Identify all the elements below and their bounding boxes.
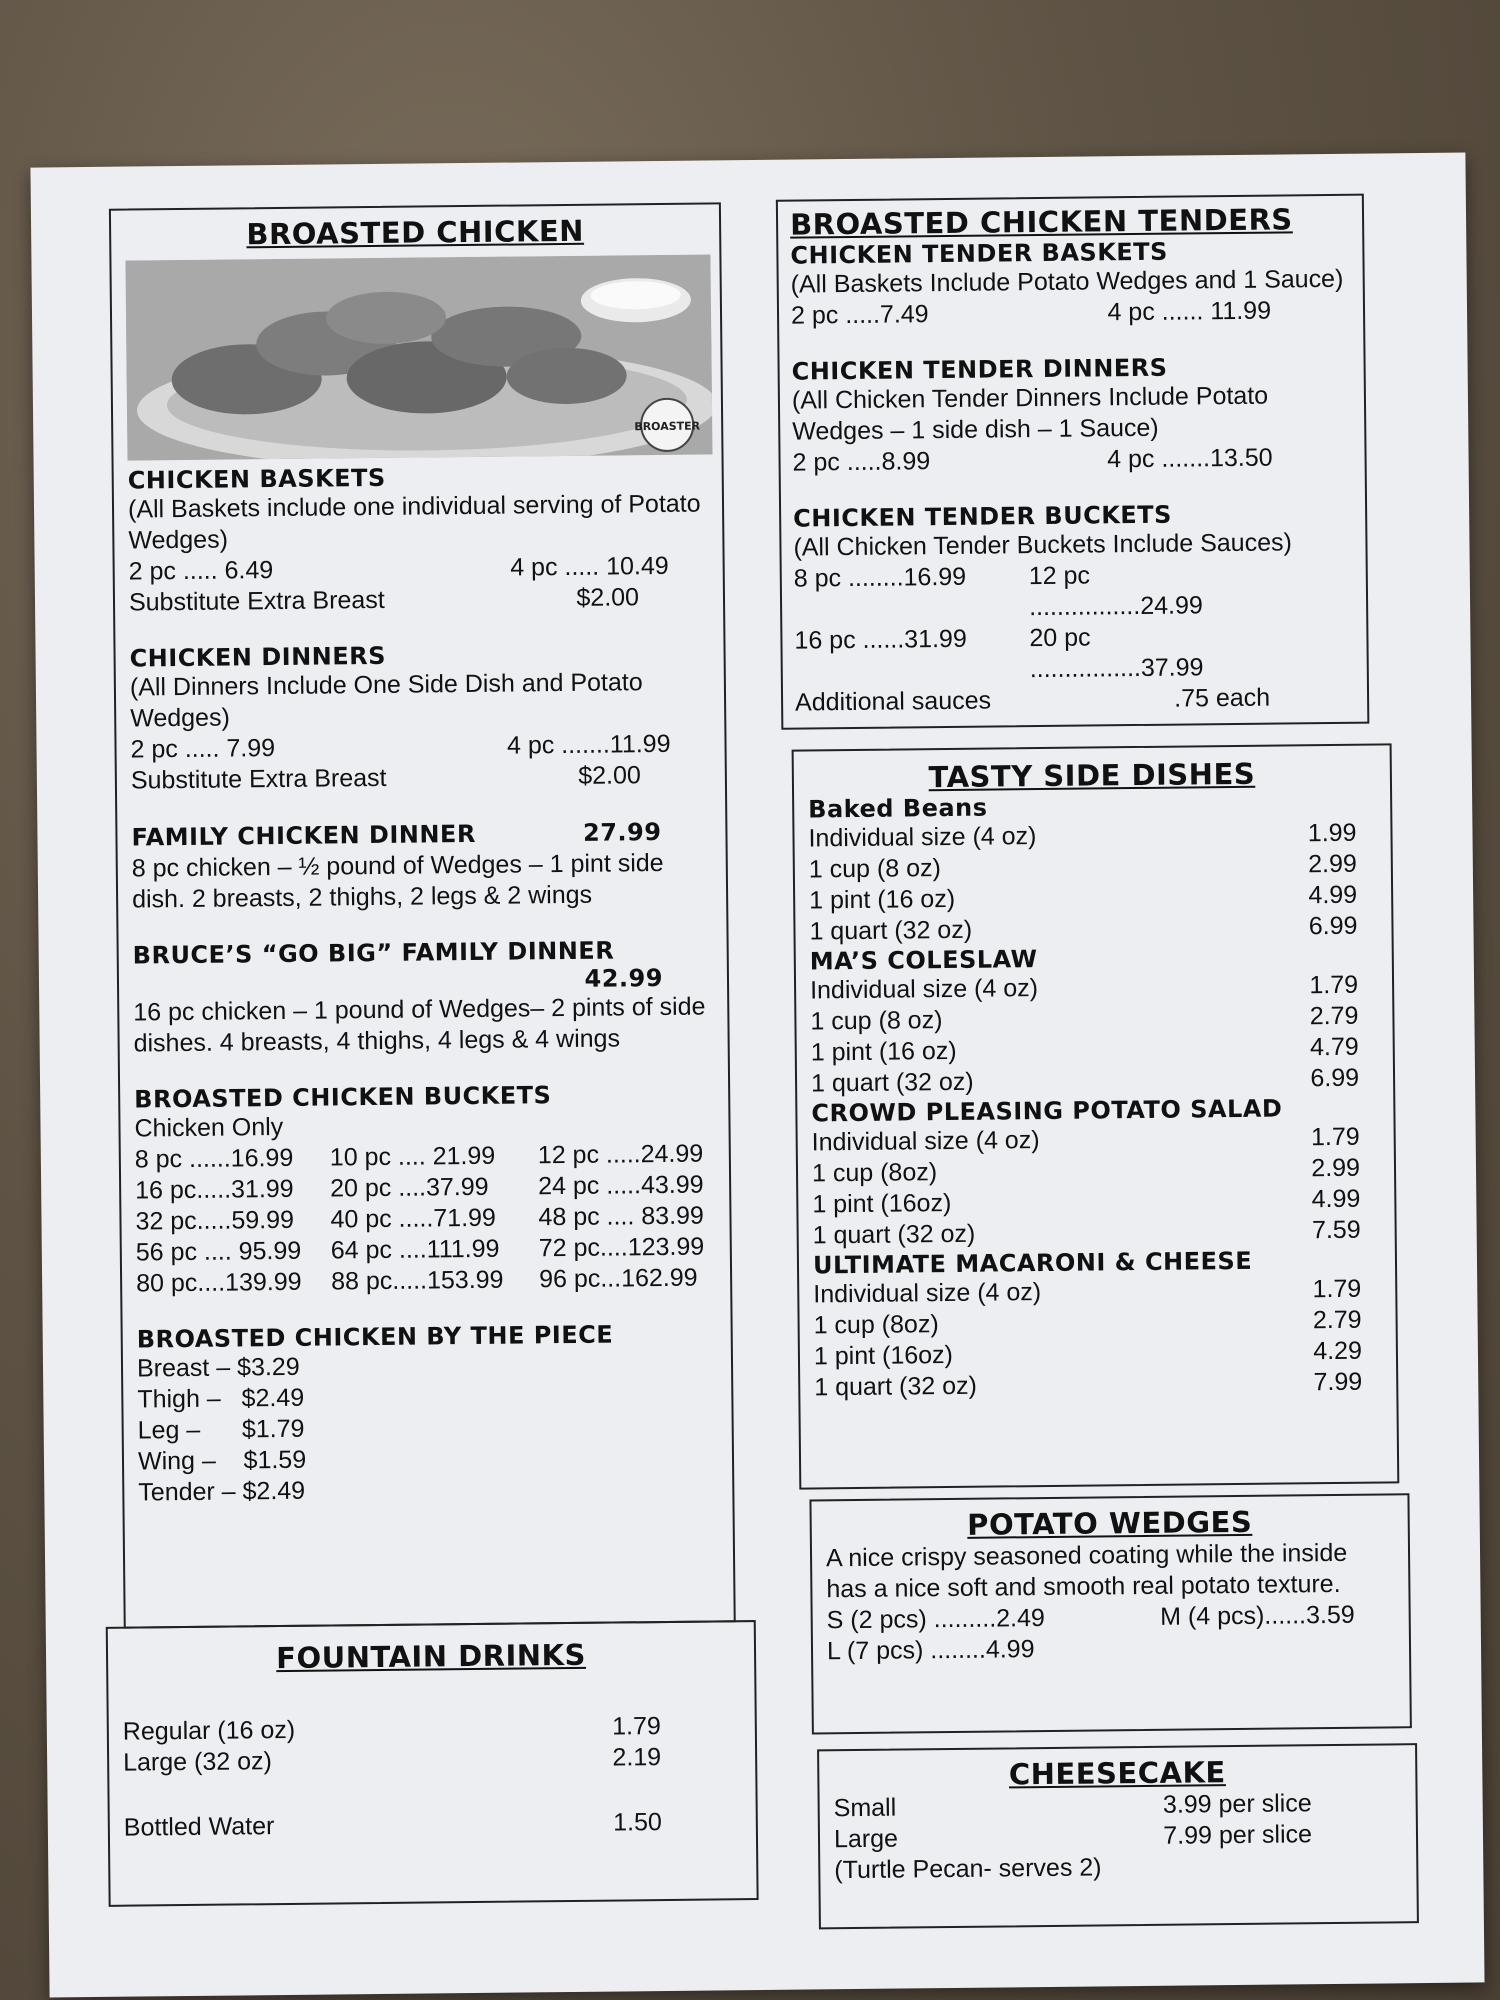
go-big-desc: 16 pc chicken – 1 pound of Wedges– 2 pints of side dishes. 4 breasts, 4 thighs, 4 legs & 4 wings: [133, 992, 706, 1058]
tender-dinners-title: CHICKEN TENDER DINNERS: [791, 353, 1168, 386]
price-4pc: 4 pc ...... 11.99: [1107, 296, 1272, 327]
go-big-price: 42.99: [584, 963, 664, 993]
tender-baskets-title: CHICKEN TENDER BASKETS: [790, 237, 1169, 270]
size-price: 1.79: [1312, 1274, 1362, 1304]
bucket-price-item: 20 pc ....37.99: [330, 1172, 489, 1203]
bucket-price-item: 64 pc ....111.99: [330, 1234, 500, 1265]
bucket-price-item: 56 pc .... 95.99: [135, 1236, 302, 1267]
tender-buckets-title: CHICKEN TENDER BUCKETS: [793, 500, 1173, 533]
bucket-price-item: 12 pc .....24.99: [537, 1139, 704, 1170]
size-price: 1.99: [1307, 818, 1357, 848]
side-dish-name: MA’S COLESLAW: [809, 945, 1038, 976]
side-dish-row: [814, 1366, 1382, 1403]
bucket-price-item: 40 pc .....71.99: [330, 1203, 497, 1234]
bucket-price-item: 48 pc .... 83.99: [538, 1201, 705, 1232]
side-dish-name: Baked Beans: [808, 793, 988, 824]
substitute-price: $2.00: [578, 761, 642, 790]
size-price: 4.79: [1309, 1032, 1359, 1062]
cheesecake-large-price: 7.99 per slice: [1163, 1820, 1313, 1850]
chicken-dinners-desc: (All Dinners Include One Side Dish and Potato Wedges): [129, 668, 643, 733]
bucket-price-item: 80 pc....139.99: [136, 1267, 302, 1298]
section-title-side-dishes: TASTY SIDE DISHES: [928, 756, 1256, 795]
size-price: 2.99: [1308, 849, 1357, 879]
section-title-cheesecake: CHEESECAKE: [1008, 1755, 1226, 1792]
wedges-medium: M (4 pcs)......3.59: [1160, 1600, 1355, 1631]
bottled-water-label: Bottled Water: [123, 1812, 275, 1842]
family-dinner-title: FAMILY CHICKEN DINNER: [131, 819, 476, 852]
piece-price-item: Wing – $1.59: [137, 1445, 307, 1476]
substitute-label: Substitute Extra Breast: [130, 763, 387, 795]
side-dish-name: ULTIMATE MACARONI & CHEESE: [812, 1246, 1253, 1280]
additional-sauces-price: .75 each: [1174, 683, 1271, 713]
size-label: 1 quart (32 oz): [814, 1371, 978, 1402]
bucket-price-item: 16 pc.....31.99: [135, 1174, 294, 1205]
price-2pc: 2 pc ..... 7.99: [130, 734, 276, 764]
price-2pc: 2 pc .....7.49: [790, 300, 929, 330]
bucket-price-item: 24 pc .....43.99: [538, 1170, 704, 1201]
size-label: 1 quart (32 oz): [810, 1067, 974, 1098]
broaster-logo: BROASTER: [634, 419, 701, 434]
size-label: 1 quart (32 oz): [809, 915, 973, 946]
size-label: 1 cup (8oz): [811, 1158, 938, 1188]
bucket-price-item: 72 pc....123.99: [538, 1232, 705, 1263]
size-price: 2.79: [1309, 1001, 1359, 1031]
size-price: 1.79: [1309, 970, 1359, 1000]
bucket-price-item: 32 pc.....59.99: [135, 1205, 295, 1236]
chicken-by-the-piece: [137, 1319, 719, 1508]
bucket-price-item: 88 pc.....153.99: [330, 1265, 504, 1296]
substitute-label: Substitute Extra Breast: [128, 585, 385, 617]
tender-dinners: [791, 352, 1352, 479]
by-piece-list: [137, 1347, 719, 1508]
size-price: 7.59: [1311, 1215, 1361, 1245]
price-2pc: 2 pc ..... 6.49: [128, 556, 274, 586]
potato-wedges-section: [809, 1493, 1411, 1734]
chicken-baskets: [128, 460, 710, 618]
price-4pc: 4 pc ..... 10.49: [510, 551, 669, 582]
section-title-tenders: BROASTED CHICKEN TENDERS: [789, 202, 1293, 242]
piece-price-item: Thigh – $2.49: [137, 1383, 305, 1414]
size-label: 1 pint (16 oz): [810, 1036, 957, 1067]
size-label: Individual size (4 oz): [808, 822, 1037, 853]
large-price: 2.19: [612, 1743, 662, 1772]
chicken-dinners-title: CHICKEN DINNERS: [129, 641, 387, 673]
size-price: 4.29: [1313, 1336, 1363, 1366]
size-label: 1 cup (8oz): [813, 1310, 939, 1340]
side-dish-name: CROWD PLEASING POTATO SALAD: [811, 1094, 1283, 1128]
regular-price: 1.79: [611, 1712, 661, 1741]
bucket-8pc: 8 pc ........16.99: [793, 562, 967, 593]
family-dinner-desc: 8 pc chicken – ½ pound of Wedges – 1 pint side dish. 2 breasts, 2 thighs, 2 legs & 2 wings: [131, 848, 664, 914]
section-title-potato-wedges: POTATO WEDGES: [967, 1504, 1253, 1542]
potato-wedges-desc: A nice crispy seasoned coating while the inside has a nice soft and smooth real potato texture.: [825, 1538, 1348, 1604]
family-chicken-dinner: [131, 816, 712, 915]
by-piece-title: BROASTED CHICKEN BY THE PIECE: [136, 1320, 614, 1354]
size-label: 1 cup (8 oz): [810, 1006, 943, 1036]
size-label: 1 cup (8 oz): [808, 854, 942, 884]
section-title-fountain-drinks: FOUNTAIN DRINKS: [276, 1637, 587, 1676]
tender-buckets-desc: (All Chicken Tender Buckets Include Sauces): [793, 528, 1293, 562]
go-big-family-dinner: [133, 935, 714, 1059]
substitute-price: $2.00: [576, 583, 640, 612]
piece-price-item: Breast – $3.29: [136, 1352, 300, 1383]
bucket-price-item: 96 pc...162.99: [538, 1263, 698, 1294]
go-big-title: BRUCE’S “GO BIG” FAMILY DINNER: [132, 936, 615, 970]
side-dishes-section: [792, 743, 1400, 1489]
regular-label: Regular (16 oz): [122, 1715, 296, 1746]
cheesecake-large-label: Large: [833, 1824, 899, 1854]
size-price: 1.79: [1310, 1122, 1360, 1152]
size-label: 1 quart (32 oz): [812, 1219, 976, 1250]
bucket-20pc: 20 pc ................37.99: [1029, 623, 1204, 684]
chicken-buckets: [134, 1079, 716, 1299]
wedges-large: L (7 pcs) ........4.99: [826, 1635, 1035, 1666]
buckets-subtitle: Chicken Only: [134, 1112, 284, 1143]
broasted-chicken-section: [109, 202, 736, 1628]
chicken-dinners: [129, 638, 711, 796]
size-label: 1 pint (16oz): [813, 1340, 954, 1371]
size-label: Individual size (4 oz): [811, 1126, 1040, 1157]
bucket-12pc: 12 pc ................24.99: [1028, 561, 1203, 622]
bottled-water-price: 1.50: [613, 1808, 662, 1837]
piece-price-item: Tender – $2.49: [138, 1476, 306, 1507]
wedges-small: S (2 pcs) .........2.49: [826, 1604, 1045, 1635]
section-title-broasted-chicken: BROASTED CHICKEN: [246, 213, 585, 252]
chicken-baskets-desc: (All Baskets include one individual serving of Potato Wedges): [127, 489, 701, 555]
price-4pc: 4 pc .......11.99: [506, 729, 671, 760]
size-label: Individual size (4 oz): [813, 1278, 1042, 1309]
buckets-price-grid: [135, 1138, 717, 1299]
tender-baskets: [790, 236, 1351, 332]
bucket-16pc: 16 pc ......31.99: [794, 624, 967, 655]
size-price: 2.79: [1312, 1305, 1362, 1335]
cheesecake-small-label: Small: [833, 1793, 897, 1823]
tender-dinners-desc: (All Chicken Tender Dinners Include Potato Wedges – 1 side dish – 1 Sauce): [791, 381, 1269, 446]
size-price: 4.99: [1311, 1184, 1361, 1214]
size-price: 6.99: [1308, 911, 1358, 941]
chicken-baskets-title: CHICKEN BASKETS: [127, 463, 386, 495]
size-price: 6.99: [1310, 1063, 1360, 1093]
cheesecake-note: (Turtle Pecan- serves 2): [834, 1853, 1102, 1885]
cheesecake-section: [817, 1743, 1419, 1929]
menu-paper: [30, 153, 1484, 1998]
size-price: 4.99: [1308, 880, 1358, 910]
size-label: 1 pint (16 oz): [809, 884, 956, 915]
tender-baskets-desc: (All Baskets Include Potato Wedges and 1 Sauce): [790, 264, 1344, 299]
additional-sauces-label: Additional sauces: [794, 686, 992, 717]
size-price: 2.99: [1311, 1153, 1361, 1183]
size-label: Individual size (4 oz): [809, 974, 1039, 1005]
chicken-tenders-section: [776, 194, 1370, 730]
side-dishes-list: [808, 790, 1382, 1404]
bucket-price-item: 10 pc .... 21.99: [329, 1141, 496, 1172]
fried-chicken-image: [125, 254, 712, 460]
tender-buckets: [793, 499, 1355, 719]
buckets-title: BROASTED CHICKEN BUCKETS: [134, 1081, 552, 1114]
price-2pc: 2 pc .....8.99: [792, 447, 931, 477]
family-dinner-price: 27.99: [582, 817, 662, 847]
cheesecake-small-price: 3.99 per slice: [1162, 1789, 1312, 1819]
piece-price-item: Leg – $1.79: [137, 1414, 305, 1445]
size-price: 7.99: [1313, 1367, 1363, 1397]
chicken-photo: [125, 254, 712, 460]
large-label: Large (32 oz): [123, 1747, 273, 1777]
bucket-price-item: 8 pc ......16.99: [134, 1143, 294, 1174]
size-label: 1 pint (16oz): [812, 1188, 952, 1219]
price-4pc: 4 pc .......13.50: [1107, 443, 1273, 474]
fountain-drinks-section: [106, 1620, 759, 1907]
